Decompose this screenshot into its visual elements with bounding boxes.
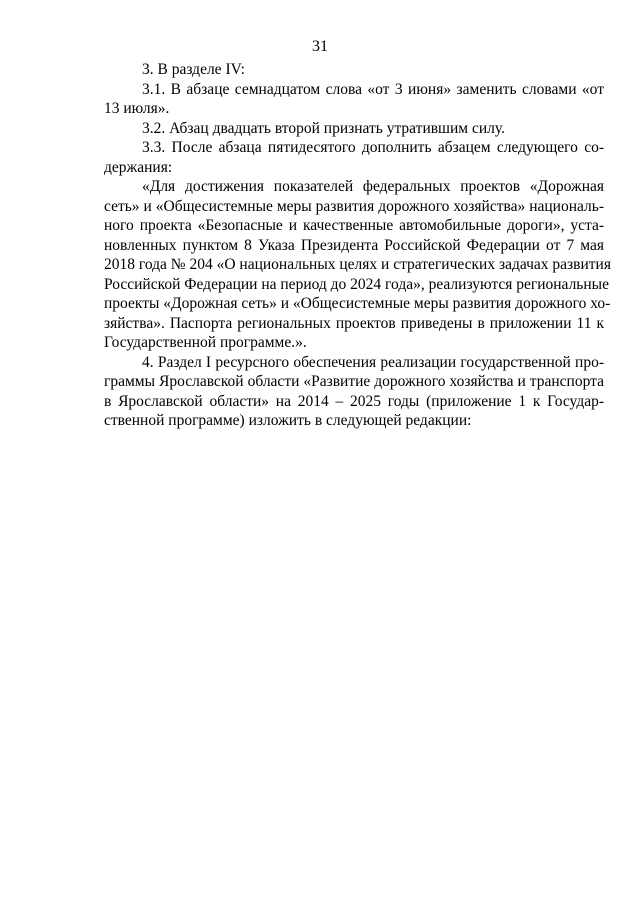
quoted-paragraph-line: ного проекта «Безопасные и качественные автомобильные дороги», уста- xyxy=(104,217,604,234)
quoted-paragraph-line: зяйства». Паспорта региональных проектов приведены в приложении 11 к xyxy=(104,314,604,332)
quoted-paragraph-line: сеть» и «Общесистемные меры развития дорожного хозяйства» националь- xyxy=(104,197,604,215)
quoted-paragraph-line: новленных пунктом 8 Указа Президента Российской Федерации от 7 мая xyxy=(104,236,604,254)
paragraph-3-3-line: держания: xyxy=(104,158,173,176)
paragraph-4-line: ственной программе) изложить в следующей редакции: xyxy=(104,412,472,429)
page-number: 31 xyxy=(312,38,328,55)
paragraph-3-3-line: 3.3. После абзаца пятидесятого дополнить абзацем следующего со- xyxy=(142,139,604,156)
section-heading: 3. В разделе IV: xyxy=(142,61,245,78)
quoted-paragraph-line: Российской Федерации на период до 2024 года», реализуются региональные xyxy=(104,275,609,293)
paragraph-4-line: 4. Раздел I ресурсного обеспечения реализации государственной про- xyxy=(142,353,604,371)
paragraph-3-2-line: 3.2. Абзац двадцать второй признать утратившим силу. xyxy=(142,119,505,137)
quoted-paragraph-line: «Для достижения показателей федеральных проектов «Дорожная xyxy=(142,178,604,195)
paragraph-4-line: граммы Ярославской области «Развитие дорожного хозяйства и транспорта xyxy=(104,373,604,390)
quoted-paragraph-line: Государственной программе.». xyxy=(104,334,307,351)
document-body xyxy=(104,60,611,431)
paragraph-3-1-line: 3.1. В абзаце семнадцатом слова «от 3 июня» заменить словами «от xyxy=(142,80,604,98)
quoted-paragraph-line: проекты «Дорожная сеть» и «Общесистемные меры развития дорожного хо- xyxy=(104,295,611,312)
paragraph-4-line: в Ярославской области» на 2014 – 2025 годы (приложение 1 к Государ- xyxy=(104,392,604,410)
quoted-paragraph-line: 2018 года № 204 «О национальных целях и стратегических задачах развития xyxy=(104,256,611,273)
paragraph-3-1-line: 13 июля». xyxy=(104,100,170,117)
